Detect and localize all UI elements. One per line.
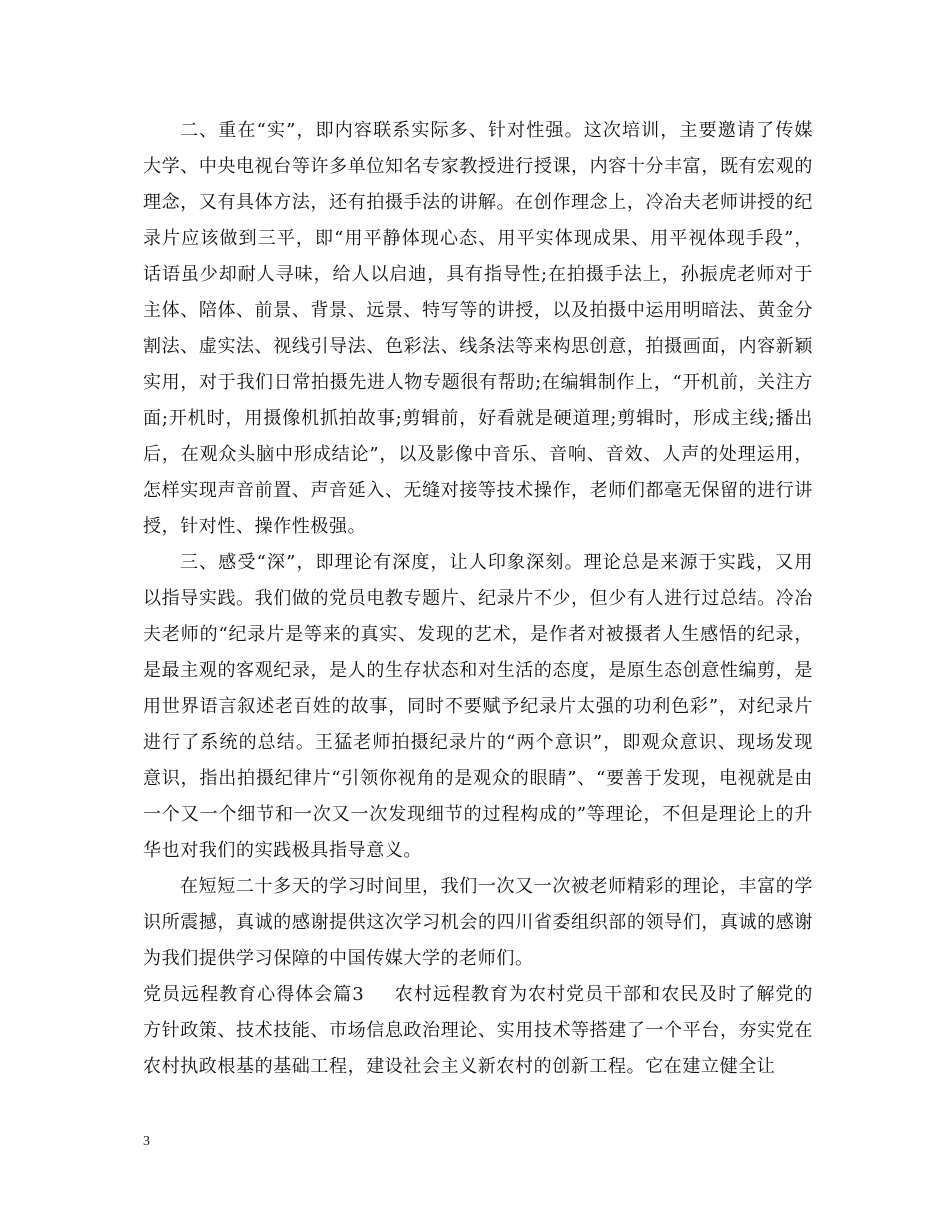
section-paragraph	[143, 977, 813, 1085]
page-number: 3	[143, 1134, 150, 1149]
document-body	[143, 113, 813, 1085]
section-title: 党员远程教育心得体会篇3	[143, 984, 365, 1005]
paragraph-point-three: 三、感受“深”，即理论有深度，让人印象深刻。理论总是来源于实践，又用以指导实践。我们做的党员电教专题片、纪录片不少，但少有人进行过总结。冷冶夫老师的“纪录片是等来的真实、发现的艺术，是作者对被摄者人生感悟的纪录，是最主观的客观纪录，是人的生存状态和对生活的态度，是原生态创意性编剪，是用世界语言叙述老百姓的故事，同时不要赋予纪录片太强的功利色彩”，对纪录片进行了系统的总结。王猛老师拍摄纪录片的“两个意识”，即观众意识、现场发现意识，指出拍摄纪律片“引领你视角的是观众的眼睛”、“要善于发现，电视就是由一个又一个细节和一次又一次发现细节的过程构成的”等理论，不但是理论上的升华也对我们的实践极具指导意义。	[143, 552, 813, 861]
section-body: 农村远程教育为农村党员干部和农民及时了解党的方针政策、技术技能、市场信息政治理论、实用技术等搭建了一个平台，夯实党在农村执政根基的基础工程，建设社会主义新农村的创新工程。它在建立健全让	[143, 984, 813, 1077]
paragraph-point-two: 二、重在“实”，即内容联系实际多、针对性强。这次培训，主要邀请了传媒大学、中央电视台等许多单位知名专家教授进行授课，内容十分丰富，既有宏观的理念，又有具体方法，还有拍摄手法的讲解。在创作理念上，冷冶夫老师讲授的纪录片应该做到三平，即“用平静体现心态、用平实体现成果、用平视体现手段”，话语虽少却耐人寻味，给人以启迪，具有指导性;在拍摄手法上，孙振虎老师对于主体、陪体、前景、背景、远景、特写等的讲授，以及拍摄中运用明暗法、黄金分割法、虚实法、视线引导法、色彩法、线条法等来构思创意，拍摄画面，内容新颖实用，对于我们日常拍摄先进人物专题很有帮助;在编辑制作上，“开机前，关注方面;开机时，用摄像机抓拍故事;剪辑前，好看就是硬道理;剪辑时，形成主线;播出后，在观众头脑中形成结论”，以及影像中音乐、音响、音效、人声的处理运用，怎样实现声音前置、声音延入、无缝对接等技术操作，老师们都毫无保留的进行讲授，针对性、操作性极强。	[143, 120, 813, 537]
paragraph-conclusion: 在短短二十多天的学习时间里，我们一次又一次被老师精彩的理论，丰富的学识所震撼，真诚的感谢提供这次学习机会的四川省委组织部的领导们，真诚的感谢为我们提供学习保障的中国传媒大学的老师们。	[143, 876, 813, 969]
